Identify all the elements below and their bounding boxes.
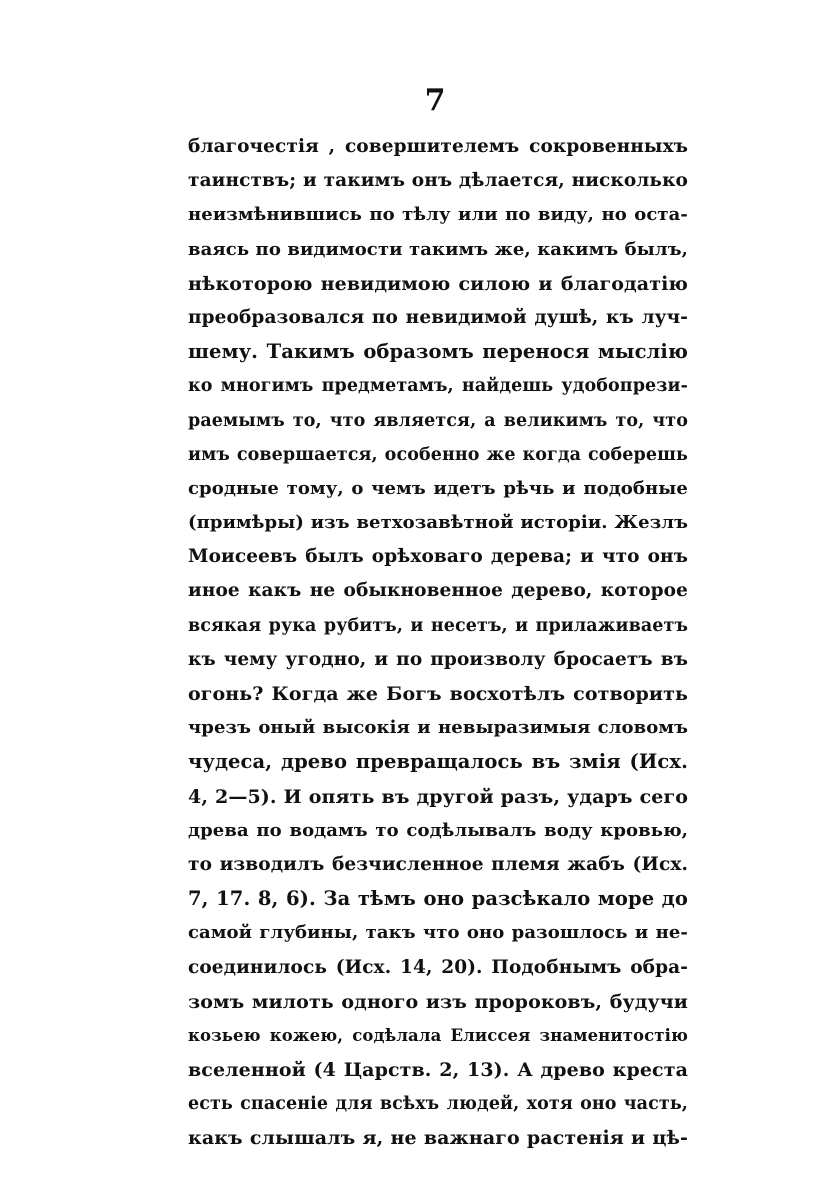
body-text [188,130,688,1156]
text-line: чудеса, древо превращалось въ змія (Исх. [188,750,688,774]
text-line: къ чему угодно, и по произволу бросаетъ въ [188,648,688,670]
text-line: Моисеевъ былъ орѣховаго дерева; и что онъ [188,546,688,568]
text-line: нѣкоторою невидимою силою и благодатію [188,272,688,295]
text-line: иное какъ не обыкновенное дерево, которое [188,580,688,602]
text-line: 7, 17. 8, 6). За тѣмъ оно разсѣкало море до [188,887,688,911]
text-line: вселенной (4 Царств. 2, 13). А древо креста [188,1059,688,1082]
text-line: древа по водамъ то содѣлывалъ воду кровью, [188,819,688,841]
text-line: раемымъ то, что является, а великимъ то, что [188,410,688,431]
text-line: козьею кожею, содѣлала Елиссея знаменитостію [188,1025,688,1045]
text-line: какъ слышалъ я, не важнаго растенія и цѣ- [188,1127,688,1150]
text-line: зомъ милоть одного изъ пророковъ, будучи [188,990,688,1013]
text-line: сродные тому, о чемъ идетъ рѣчь и подобные [188,477,688,499]
text-line: таинствъ; и такимъ онъ дѣлается, нисколько [188,170,688,192]
text-line: имъ совершается, особенно же когда соберешь [188,444,688,465]
text-line: то изводилъ безчисленное племя жабъ (Исх. [188,853,688,875]
text-line: есть спасеніе для всѣхъ людей, хотя оно часть, [188,1094,688,1115]
text-line: неизмѣнившись по тѣлу или по виду, но оста- [188,204,688,226]
text-line: шему. Такимъ образомъ перенося мыслію [188,340,688,364]
text-line: ваясь по видимости такимъ же, какимъ былъ, [188,238,688,260]
text-line: соединилось (Исх. 14, 20). Подобнымъ обра- [188,956,688,978]
text-line: всякая рука рубитъ, и несетъ, и прилаживаетъ [188,615,688,636]
text-line: ко многимъ предметамъ, найдешь удобопрези- [188,376,688,397]
page-number: 7 [424,83,446,118]
text-line: самой глубины, такъ что оно разошлось и не- [188,922,688,944]
text-line: (примѣры) изъ ветхозавѣтной исторіи. Жезлъ [188,512,688,534]
text-line: чрезъ оный высокія и невыразимыя словомъ [188,717,688,739]
text-line: огонь? Когда же Богъ восхотѣлъ сотворить [188,683,688,705]
text-line: 4, 2—5). И опять въ другой разъ, ударъ сего [188,785,688,808]
text-line: преобразовался по невидимой душѣ, къ луч- [188,306,688,328]
text-line: благочестія , совершителемъ сокровенныхъ [188,136,688,157]
